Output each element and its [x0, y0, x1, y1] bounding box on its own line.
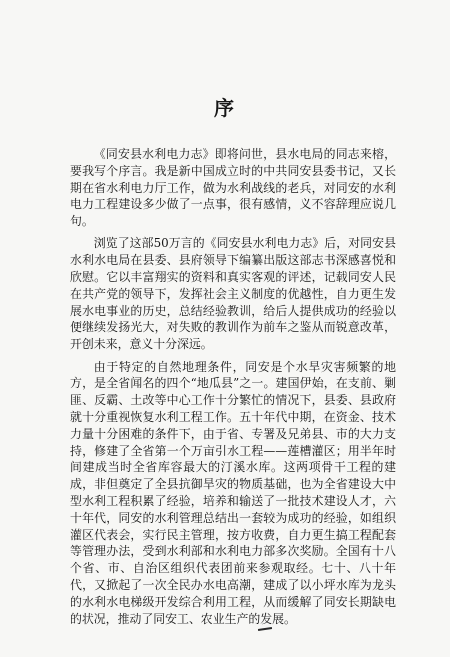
- page-title: 序: [214, 96, 236, 120]
- paragraph: 《同安县水利电力志》即将问世，县水电局的同志来榕，要我写个序言。我是新中国成立时的中共同安县委书记，又长期在省水利电力厅工作，做为水利战线的老兵，对同安的水利电力工程建设多少做了一点事，很有感情，义不容辞理应说几句。: [70, 147, 396, 229]
- paragraph: 由于特定的自然地理条件，同安是个水旱灾害频繁的地方，是全省闻名的四个“地瓜县”之一。建国伊始，在支前、剿匪、反霸、土改等中心工作十分繁忙的情况下，县委、县政府就十分重视恢复水利工程工作。五十年代中期，在资金、技术力量十分困难的条件下，由于省、专署及兄弟县、市的大力支持，修建了全省第一个万亩引水工程——莲槽灌区；用半年时间建成当时全省库容最大的汀溪水库。这两项骨干工程的建成，非但奠定了全县抗御旱灾的物质基础，也为全省建设大中型水利工程积累了经验，培养和输送了一批技术建设人才，六十年代，同安的水利管理总结出一套较为成功的经验，如组织灌区代表会，实行民主管理，按方收费，自力更生搞工程配套等管理办法，受到水利部和水利电力部多次奖励。全国有十八个省、市、自治区组织代表团前来参观取经。七十、八十年代，又掀起了一次全民办水电高潮，建成了以小坪水库为龙头的水利水电梯级开发综合利用工程，从而缓解了同安长期缺电的状况，推动了同安工、农业生产的发展。: [70, 359, 396, 626]
- body-text: [70, 146, 396, 633]
- paragraph: 浏览了这部50万言的《同安县水利电力志》后，对同安县水利水电局在县委、县府领导下编纂出版这部志书深感喜悦和欣慰。它以丰富翔实的资料和真实客观的评述，记载同安人民在共产党的领导下，发挥社会主义制度的优越性，自力更生发展水电事业的历史，总结经验教训，给后人提供成功的经验以便继续发扬光大，对失败的教训作为前车之鉴从而锐意改革，开创未来，意义十分深远。: [70, 236, 396, 352]
